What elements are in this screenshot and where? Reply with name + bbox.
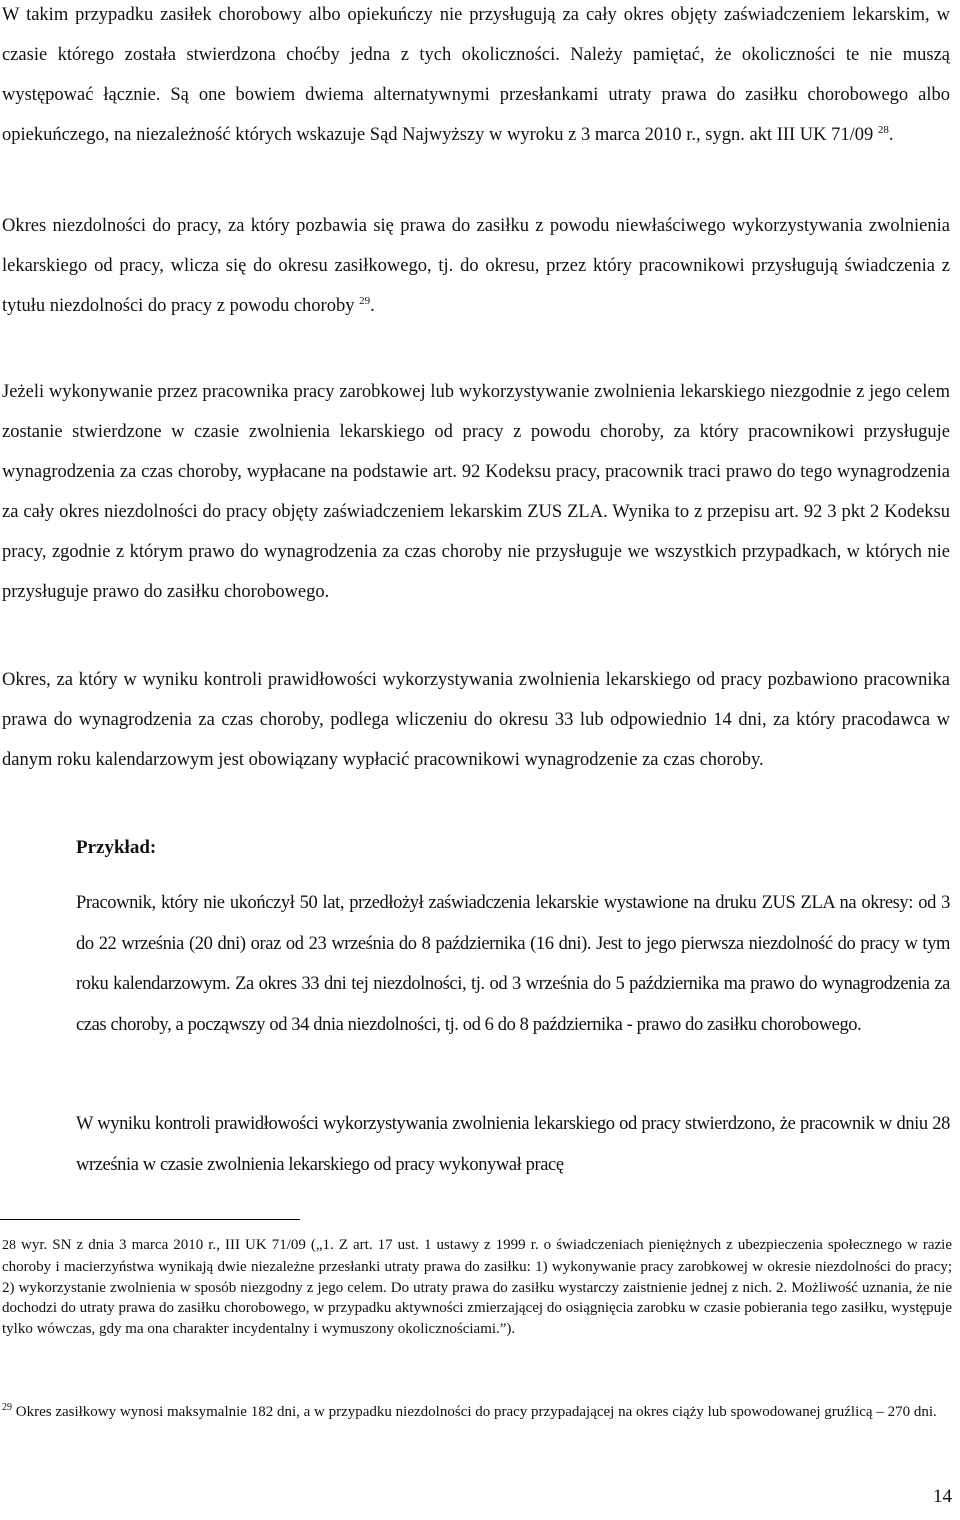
body-paragraph bbox=[2, 206, 950, 326]
footnote-mark: 29 bbox=[2, 1402, 12, 1413]
example-paragraph: W wyniku kontroli prawidłowości wykorzystywania zwolnienia lekarskiego od pracy stwierdzono, że pracownik w dniu 28 września w czasie zwolnienia lekarskiego od pracy wykonywał pracę bbox=[76, 1114, 950, 1175]
paragraph-text: Okres niezdolności do pracy, za który pozbawia się prawa do zasiłku z powodu niewłaściwego wykorzystywania zwolnienia lekarskiego od pracy, wlicza się do okresu zasiłkowego, tj. do okresu, przez który pracownikowi przysługują świadczenia z tytułu niezdolności do pracy z powodu choroby bbox=[2, 216, 950, 316]
body-paragraph bbox=[2, 372, 950, 612]
body-paragraph bbox=[2, 0, 950, 155]
paragraph-tail: . bbox=[888, 125, 894, 145]
footnote bbox=[2, 1235, 952, 1340]
footnote-mark: 28 bbox=[2, 1238, 16, 1253]
example-paragraph: Pracownik, który nie ukończył 50 lat, przedłożył zaświadczenia lekarskie wystawione na druku ZUS ZLA na okresy: od 3 do 22 września (20 dni) oraz od 23 września do 8 października (16 dni). Jest to jego pierwsza niezdolność do pracy w tym roku kalendarzowym. Za okres 33 dni tej niezdolności, tj. od 3 września do 5 października ma prawo do wynagrodzenia za czas choroby, a począwszy od 34 dnia niezdolności, tj. od 6 do 8 października - prawo do zasiłku chorobowego. bbox=[76, 893, 950, 1035]
example-heading: Przykład: bbox=[76, 837, 157, 858]
page-number: 14 bbox=[933, 1486, 952, 1507]
footnote-reference[interactable]: 29 bbox=[359, 294, 371, 307]
footnote bbox=[2, 1402, 952, 1423]
paragraph-tail: . bbox=[370, 296, 375, 316]
paragraph-text: Okres, za który w wyniku kontroli prawidłowości wykorzystywania zwolnienia lekarskiego od pracy pozbawiono pracownika prawa do wynagrodzenia za czas choroby, podlega wliczeniu do okresu 33 lub odpowiednio 14 dni, za który pracodawca w danym roku kalendarzowym jest obowiązany wypłacić pracownikowi wynagrodzenie za czas choroby. bbox=[2, 670, 950, 770]
footnote-text: wyr. SN z dnia 3 marca 2010 r., III UK 71/09 („1. Z art. 17 ust. 1 ustawy z 1999 r. o świadczeniach pieniężnych z ubezpieczenia społecznego w razie choroby i macierzyństwa wynikają dwie niezależne przesłanki utraty prawa do zasiłku: 1) wykonywanie pracy zarobkowej w okresie niezdolności do pracy; 2) wykorzystanie zwolnienia w sposób niezgodny z jego celem. Do utraty prawa do zasiłku wystarczy zaistnienie jednej z nich. 2. Możliwość uznania, że nie dochodzi do utraty prawa do zasiłku chorobowego, w przypadku aktywności zmierzającej do osiągnięcia zarobku w czasie pobierania tego zasiłku, występuje tylko wówczas, gdy ma ona charakter incydentalny i wymuszony okolicznościami.”). bbox=[2, 1237, 952, 1338]
paragraph-text: Jeżeli wykonywanie przez pracownika pracy zarobkowej lub wykorzystywanie zwolnienia lekarskiego niezgodnie z jego celem zostanie stwierdzone w czasie zwolnienia lekarskiego od pracy z powodu choroby, za który pracownikowi przysługuje wynagrodzenia za czas choroby, wypłacane na podstawie art. 92 Kodeksu pracy, pracownik traci prawo do tego wynagrodzenia za cały okres niezdolności do pracy objęty zaświadczeniem lekarskim ZUS ZLA. Wynika to z przepisu art. 92 3 pkt 2 Kodeksu pracy, zgodnie z którym prawo do wynagrodzenia za czas choroby nie przysługuje we wszystkich przypadkach, w których nie przysługuje prawo do zasiłku chorobowego. bbox=[2, 382, 950, 602]
body-paragraph bbox=[2, 660, 950, 780]
footnote-text: Okres zasiłkowy wynosi maksymalnie 182 dni, a w przypadku niezdolności do pracy przypadającej na okres ciąży lub spowodowanej gruźlicą – 270 dni. bbox=[15, 1404, 937, 1420]
footnote-separator bbox=[0, 1219, 300, 1220]
paragraph-text: W takim przypadku zasiłek chorobowy albo opiekuńczy nie przysługują za cały okres objęty zaświadczeniem lekarskim, w czasie którego została stwierdzona choćby jedna z tych okoliczności. Należy pamiętać, że okoliczności te nie muszą występować łącznie. Są one bowiem dwiema alternatywnymi przesłankami utraty prawa do zasiłku chorobowego albo opiekuńczego, na niezależność których wskazuje Sąd Najwyższy w wyroku z 3 marca 2010 r., sygn. akt III UK 71/09 bbox=[2, 5, 950, 145]
footnote-reference[interactable]: 28 bbox=[877, 123, 889, 136]
